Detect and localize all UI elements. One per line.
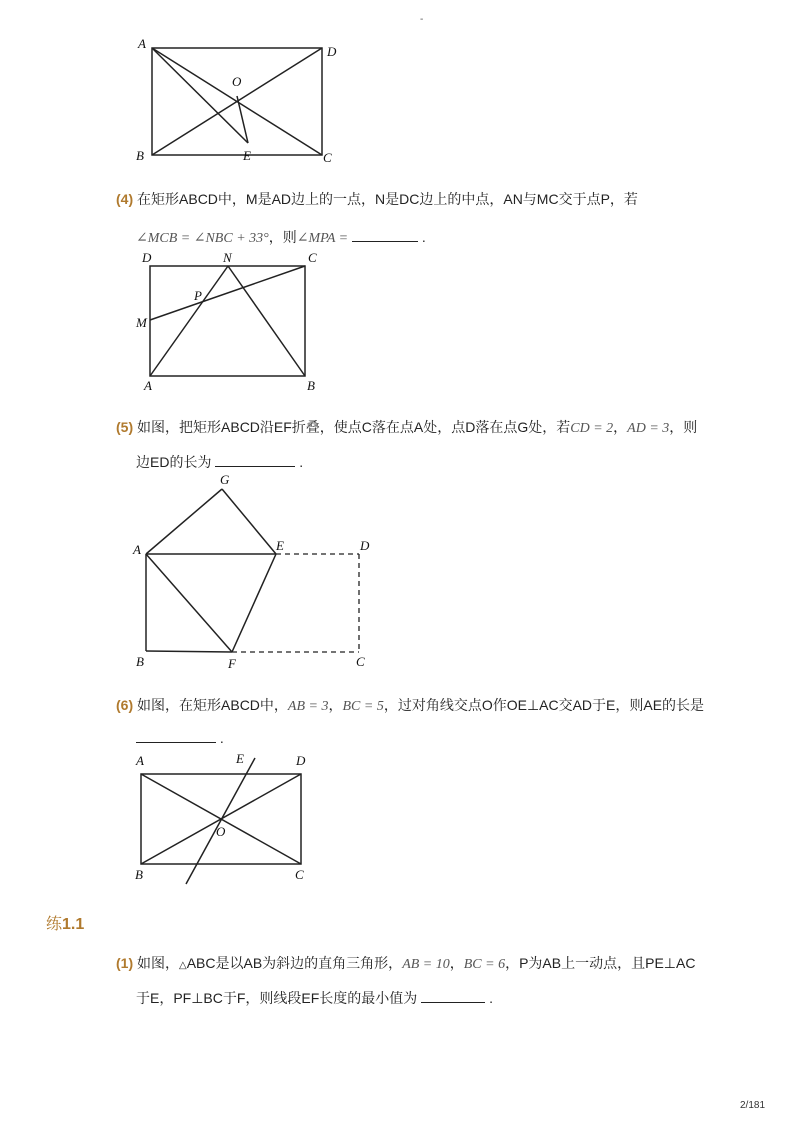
fig2-segment-nb	[228, 266, 305, 376]
figure-rectangle-mnp	[130, 248, 330, 394]
q6-comma: ，	[328, 697, 343, 713]
p1-text-mid: ABC是以AB为斜边的直角三角形，	[186, 955, 403, 971]
fig4-label-b: B	[135, 867, 143, 882]
fig3-label-b: B	[136, 654, 144, 669]
section-number: 1.1	[62, 916, 85, 933]
q4-line1	[116, 189, 638, 209]
section-prefix: 练	[46, 916, 63, 933]
fig2-segment-an	[150, 266, 228, 376]
p1-answer-blank[interactable]	[421, 988, 485, 1003]
fig2-label-m: M	[136, 315, 147, 330]
fig2-label-c: C	[308, 250, 317, 265]
section-heading	[46, 911, 84, 934]
p1-line1	[116, 953, 695, 976]
fig3-segment-ef	[232, 554, 276, 652]
fig3-segment-ag	[146, 489, 222, 554]
q6-math-bc: BC = 5	[342, 699, 384, 714]
fig1-label-d: D	[327, 44, 337, 59]
p1-line2	[136, 988, 493, 1008]
q5-answer-blank[interactable]	[215, 452, 295, 467]
q4-text-line1: 在矩形ABCD中，M是AD边上的一点，N是DC边上的中点，AN与MC交于点P，若	[137, 191, 638, 207]
fig2-label-d: D	[142, 250, 152, 265]
q5-comma: ，	[613, 419, 628, 435]
q4-number: (4)	[116, 191, 134, 207]
q4-line2	[136, 227, 426, 249]
fig1-segment-ae	[152, 48, 248, 143]
p1-text-line2: 于E，PF⊥BC于F，则线段EF长度的最小值为	[136, 990, 418, 1006]
fig3-segment-bf	[146, 651, 232, 652]
fig3-label-e: E	[276, 538, 284, 553]
fig4-label-c: C	[295, 867, 304, 882]
figure-rectangle-aboe	[130, 36, 350, 168]
q5-math-cd: CD = 2	[570, 421, 614, 436]
fig2-label-a: A	[144, 378, 152, 393]
q4-math-condition: ∠MCB = ∠NBC + 33°	[136, 231, 269, 246]
p1-math-ab: AB = 10	[402, 957, 450, 972]
fig3-label-c: C	[356, 654, 365, 669]
p1-comma: ，	[449, 955, 464, 971]
figure-folded-rectangle	[130, 470, 380, 670]
p1-text-rest: ，P为AB上一动点，且PE⊥AC	[505, 955, 696, 971]
q4-math-question: ∠MPA =	[296, 231, 349, 246]
fig3-label-f: F	[228, 656, 236, 670]
fig2-label-p: P	[194, 288, 202, 303]
q6-number: (6)	[116, 697, 134, 713]
q6-math-ab: AB = 3	[287, 699, 329, 714]
figure-rectangle-perpendicular	[130, 748, 330, 888]
p1-math-bc: BC = 6	[463, 957, 506, 972]
fig3-segment-af	[146, 554, 232, 652]
fig3-label-d: D	[360, 538, 370, 553]
q5-line1	[116, 417, 697, 439]
q5-line2	[136, 452, 303, 472]
fig1-label-b: B	[136, 148, 144, 163]
fig3-label-a: A	[133, 542, 141, 557]
p1-number: (1)	[116, 955, 134, 971]
q6-line1	[116, 695, 704, 717]
q6-line2	[136, 728, 224, 748]
fig1-label-a: A	[138, 36, 146, 51]
q5-math-ad: AD = 3	[627, 421, 670, 436]
q6-text-line1: 如图，在矩形ABCD中，	[137, 697, 288, 713]
fig4-label-a: A	[136, 753, 144, 768]
fig4-line-oe	[186, 758, 255, 884]
q4-period: .	[421, 229, 426, 245]
p1-period: .	[489, 990, 493, 1006]
q5-period: .	[299, 454, 304, 470]
q6-period: .	[219, 730, 224, 746]
q4-separator: ，则	[268, 229, 297, 245]
p1-text-intro: 如图，	[137, 955, 180, 971]
fig3-label-g: G	[220, 472, 230, 487]
q5-text-line2: 边ED的长为	[136, 454, 212, 470]
fig4-label-e: E	[236, 751, 244, 766]
q6-answer-blank[interactable]	[136, 728, 216, 743]
q5-number: (5)	[116, 419, 134, 435]
fig3-segment-ge	[222, 489, 276, 554]
fig4-label-o: O	[216, 824, 226, 839]
fig2-label-b: B	[307, 378, 315, 393]
header-mark: -	[420, 14, 424, 25]
q6-text-rest: ，过对角线交点O作OE⊥AC交AD于E，则AE的长是	[383, 697, 705, 713]
fig1-label-c: C	[323, 150, 332, 165]
triangle-icon: △	[179, 960, 187, 971]
fig2-label-n: N	[223, 250, 232, 265]
fig1-label-o: O	[232, 74, 242, 89]
fig2-rectangle	[150, 266, 305, 376]
q4-answer-blank[interactable]	[352, 227, 418, 242]
q5-text-then: ，则	[669, 419, 698, 435]
q5-text-line1: 如图，把矩形ABCD沿EF折叠，使点C落在点A处，点D落在点G处，若	[137, 419, 571, 435]
fig4-label-d: D	[296, 753, 306, 768]
fig2-segment-mc	[150, 266, 305, 320]
fig1-label-e: E	[243, 148, 251, 163]
fig1-segment-oe	[237, 96, 248, 143]
page-number: 2/181	[740, 1100, 766, 1111]
